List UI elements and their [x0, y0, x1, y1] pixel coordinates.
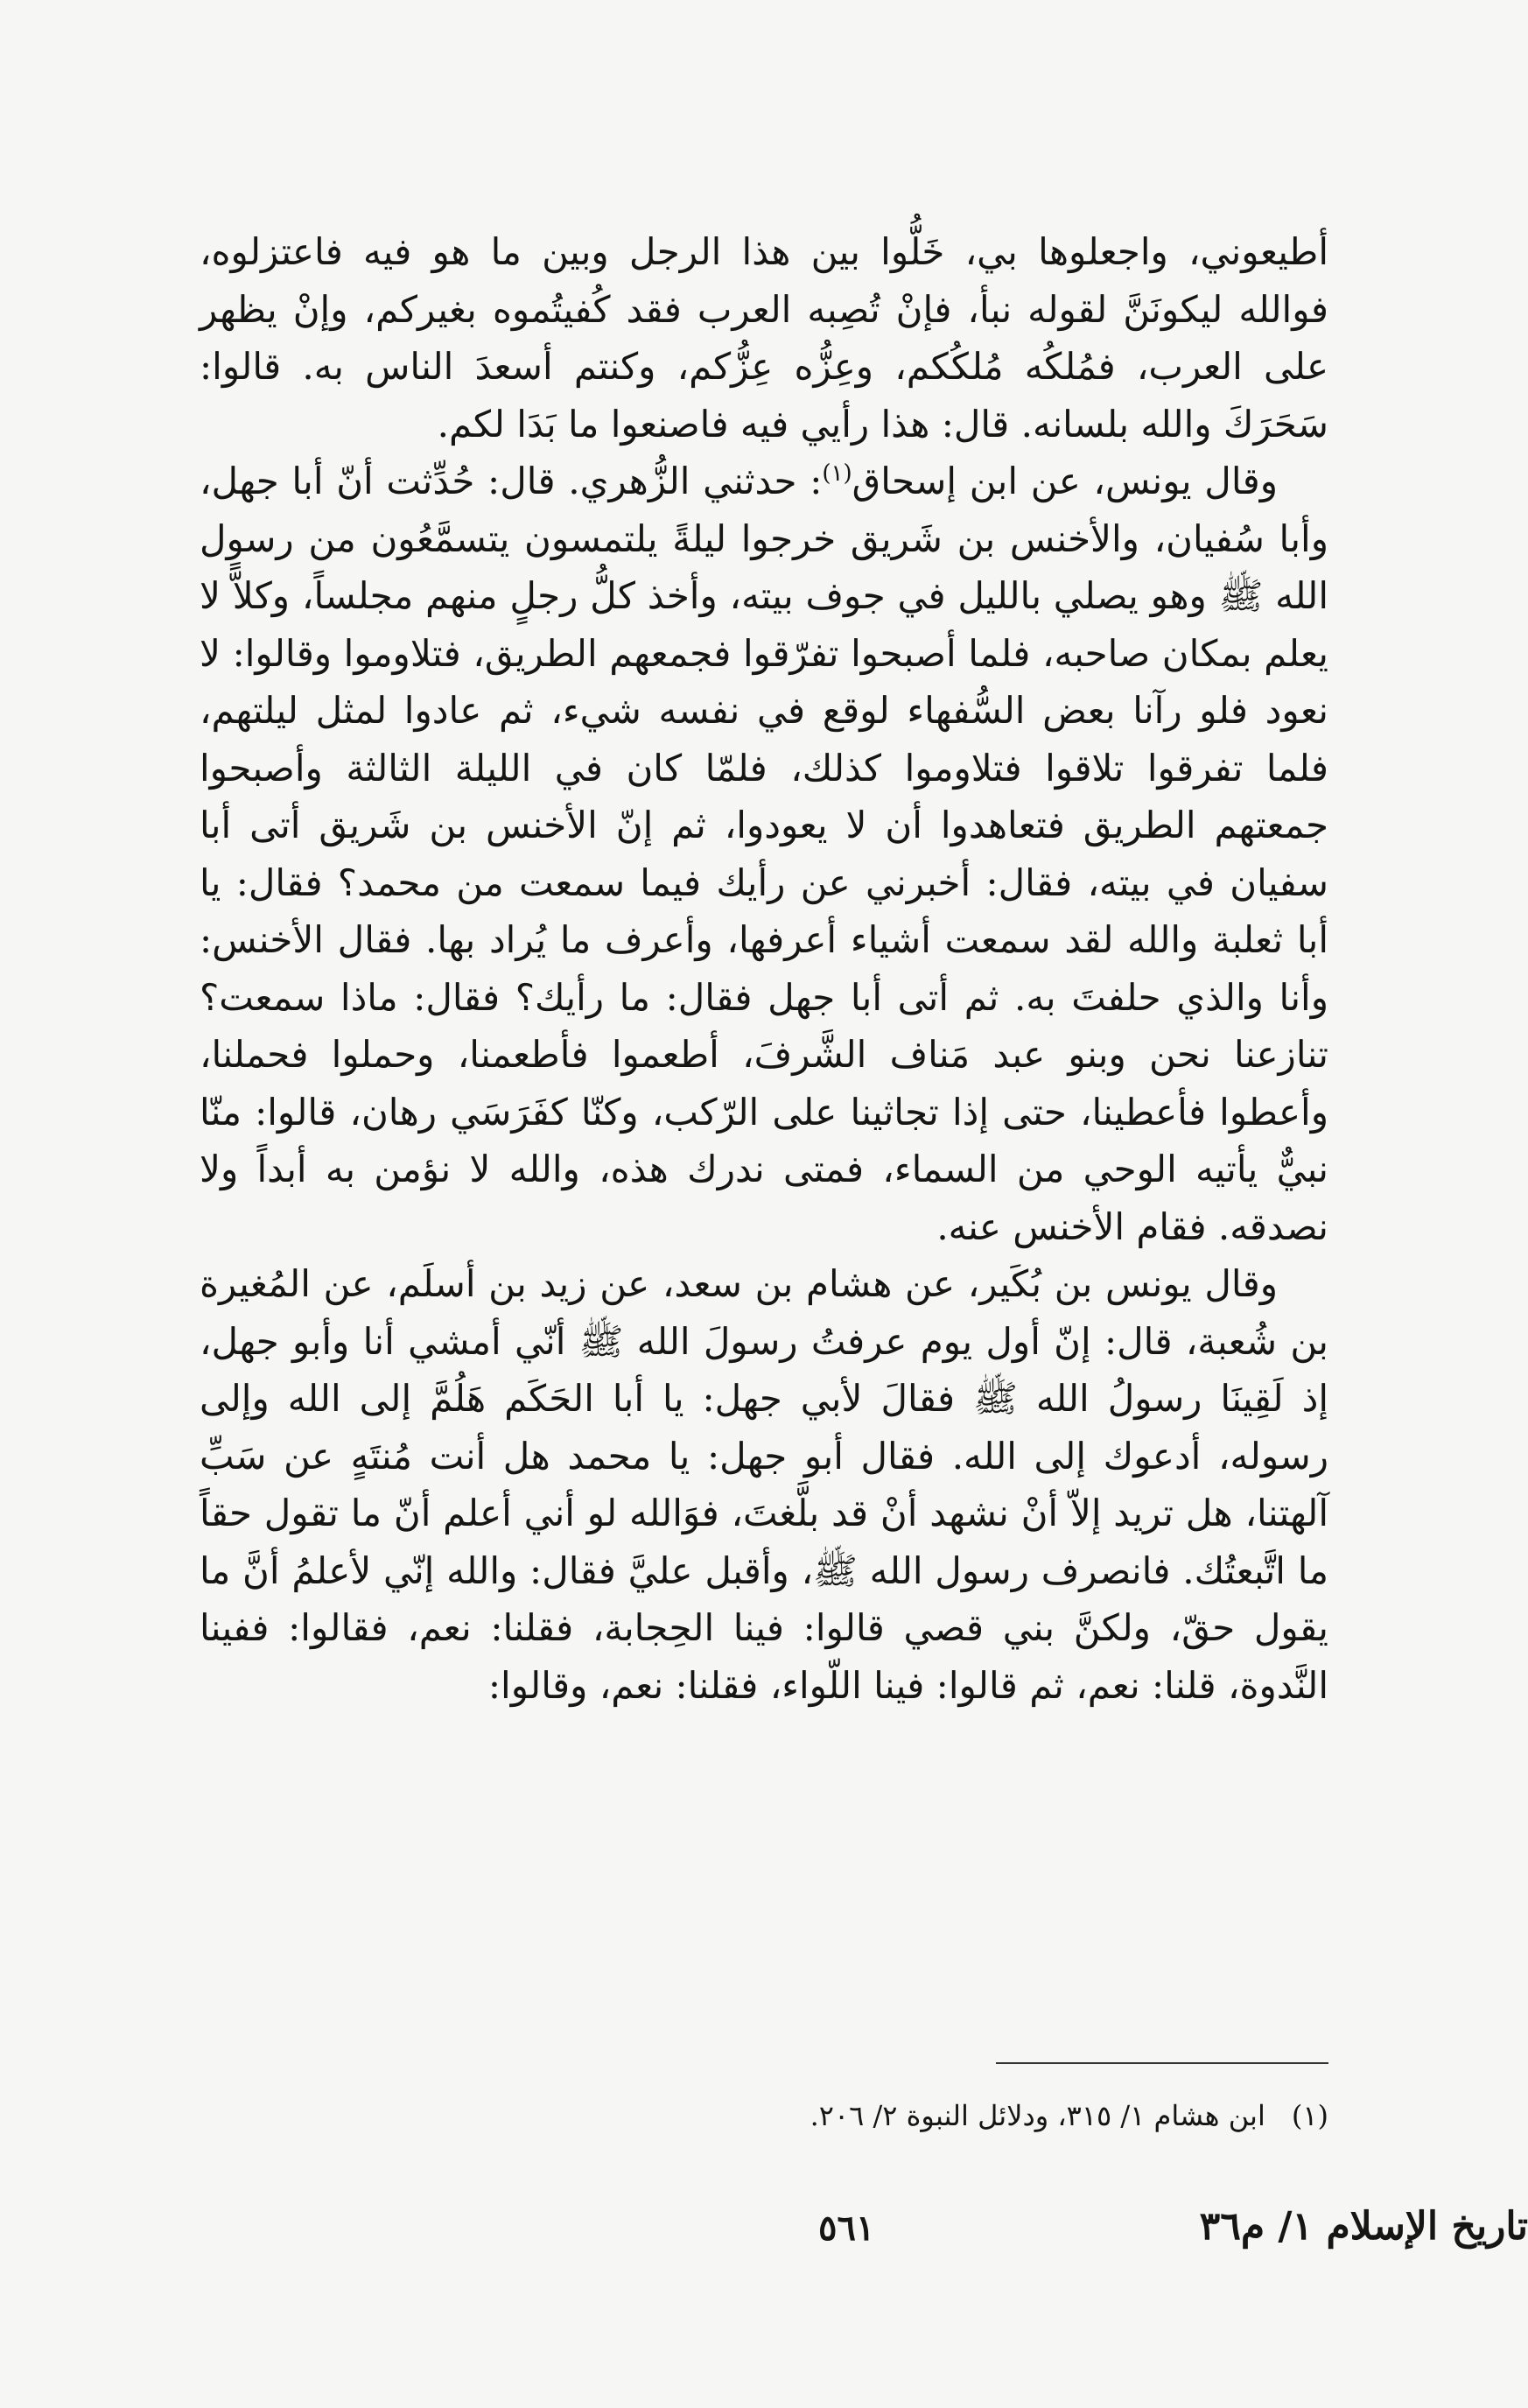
footnote-divider: [996, 2062, 1328, 2064]
page-number: ٥٦١: [818, 2208, 875, 2249]
footnote-number: (١): [1291, 2099, 1328, 2132]
paragraph-2: [200, 453, 1328, 1255]
paragraph-1: أطيعوني، واجعلوها بي، خَلُّوا بين هذا الرجل وبين ما هو فيه فاعتزلوه، فوالله ليكونَنَّ لقوله نبأ، فإنْ تُصِبه العرب فقد كُفيتُموه بغيركم، وإنْ يظهر على العرب، فمُلكُه مُلكُكم، وعِزُّه عِزُّكم، وكنتم أسعدَ الناس به. قالوا: سَحَرَكَ والله بلسانه. قال: هذا رأيي فيه فاصنعوا ما بَدَا لكم.: [200, 230, 1328, 446]
paragraph-3: وقال يونس بن بُكَير، عن هشام بن سعد، عن زيد بن أسلَم، عن المُغيرة بن شُعبة، قال: إنّ أول يوم عرفتُ رسولَ الله ﷺ أنّي أمشي أنا وأبو جهل، إذ لَقِينَا رسولُ الله ﷺ فقالَ لأبي جهل: يا أبا الحَكَم هَلُمَّ إلى الله وإلى رسوله، أدعوك إلى الله. فقال أبو جهل: يا محمد هل أنت مُنتَهٍ عن سَبِّ آلهتنا، هل تريد إلاّ أنْ نشهد أنْ قد بلَّغتَ، فوَالله لو أني أعلم أنّ ما تقول حقاً ما اتَّبعتُك. فانصرف رسول الله ﷺ، وأقبل عليَّ فقال: والله إنّي لأعلمُ أنَّ ما يقول حقّ، ولكنَّ بني قصي قالوا: فينا الحِجابة، فقلنا: نعم، فقالوا: ففينا النَّدوة، قلنا: نعم، ثم قالوا: فينا اللّواء، فقلنا: نعم، وقالوا:: [200, 1262, 1328, 1707]
paragraph-2-colon: :: [810, 460, 823, 502]
footnote-text: ابن هشام ١/ ٣١٥، ودلائل النبوة ٢/ ٢٠٦.: [810, 2099, 1265, 2132]
body-text: [200, 223, 1328, 1714]
footnote: [810, 2096, 1328, 2135]
paragraph-2-prefix: وقال يونس، عن ابن إسحاق: [852, 460, 1278, 502]
paragraph-2-text: حدثني الزُّهري. قال: حُدِّثت أنّ أبا جهل، وأبا سُفيان، والأخنس بن شَريق خرجوا ليلةً يلتمسون يتسمَّعُون من رسول الله ﷺ وهو يصلي بالليل في جوف بيته، وأخذ كلُّ رجلٍ منهم مجلساً، وكلاًّ لا يعلم بمكان صاحبه، فلما أصبحوا تفرّقوا فجمعهم الطريق، فتلاوموا وقالوا: لا نعود فلو رآنا بعض السُّفهاء لوقع في نفسه شيء، ثم عادوا لمثل ليلتهم، فلما تفرقوا تلاقوا فتلاوموا كذلك، فلمّا كان في الليلة الثالثة وأصبحوا جمعتهم الطريق فتعاهدوا أن لا يعودوا، ثم إنّ الأخنس بن شَريق أتى أبا سفيان في بيته، فقال: أخبرني عن رأيك فيما سمعت من محمد؟ فقال: يا أبا ثعلبة والله لقد سمعت أشياء أعرفها، وأعرف ما يُراد بها. فقال الأخنس: وأنا والذي حلفتَ به. ثم أتى أبا جهل فقال: ما رأيك؟ فقال: ماذا سمعت؟ تنازعنا نحن وبنو عبد مَناف الشَّرفَ، أطعموا فأطعمنا، وحملوا فحملنا، وأعطوا فأعطينا، حتى إذا تجاثينا على الرّكب، وكنّا كفَرَسَي رهان، قالوا: منّا نبيٌّ يأتيه الوحي من السماء، فمتى ندرك هذه، والله لا نؤمن به أبداً ولا نصدقه. فقام الأخنس عنه.: [200, 460, 1328, 1248]
signature-mark: تاريخ الإسلام ١/ م٣٦: [1199, 2204, 1528, 2249]
footnote-reference[interactable]: (١): [822, 460, 852, 487]
